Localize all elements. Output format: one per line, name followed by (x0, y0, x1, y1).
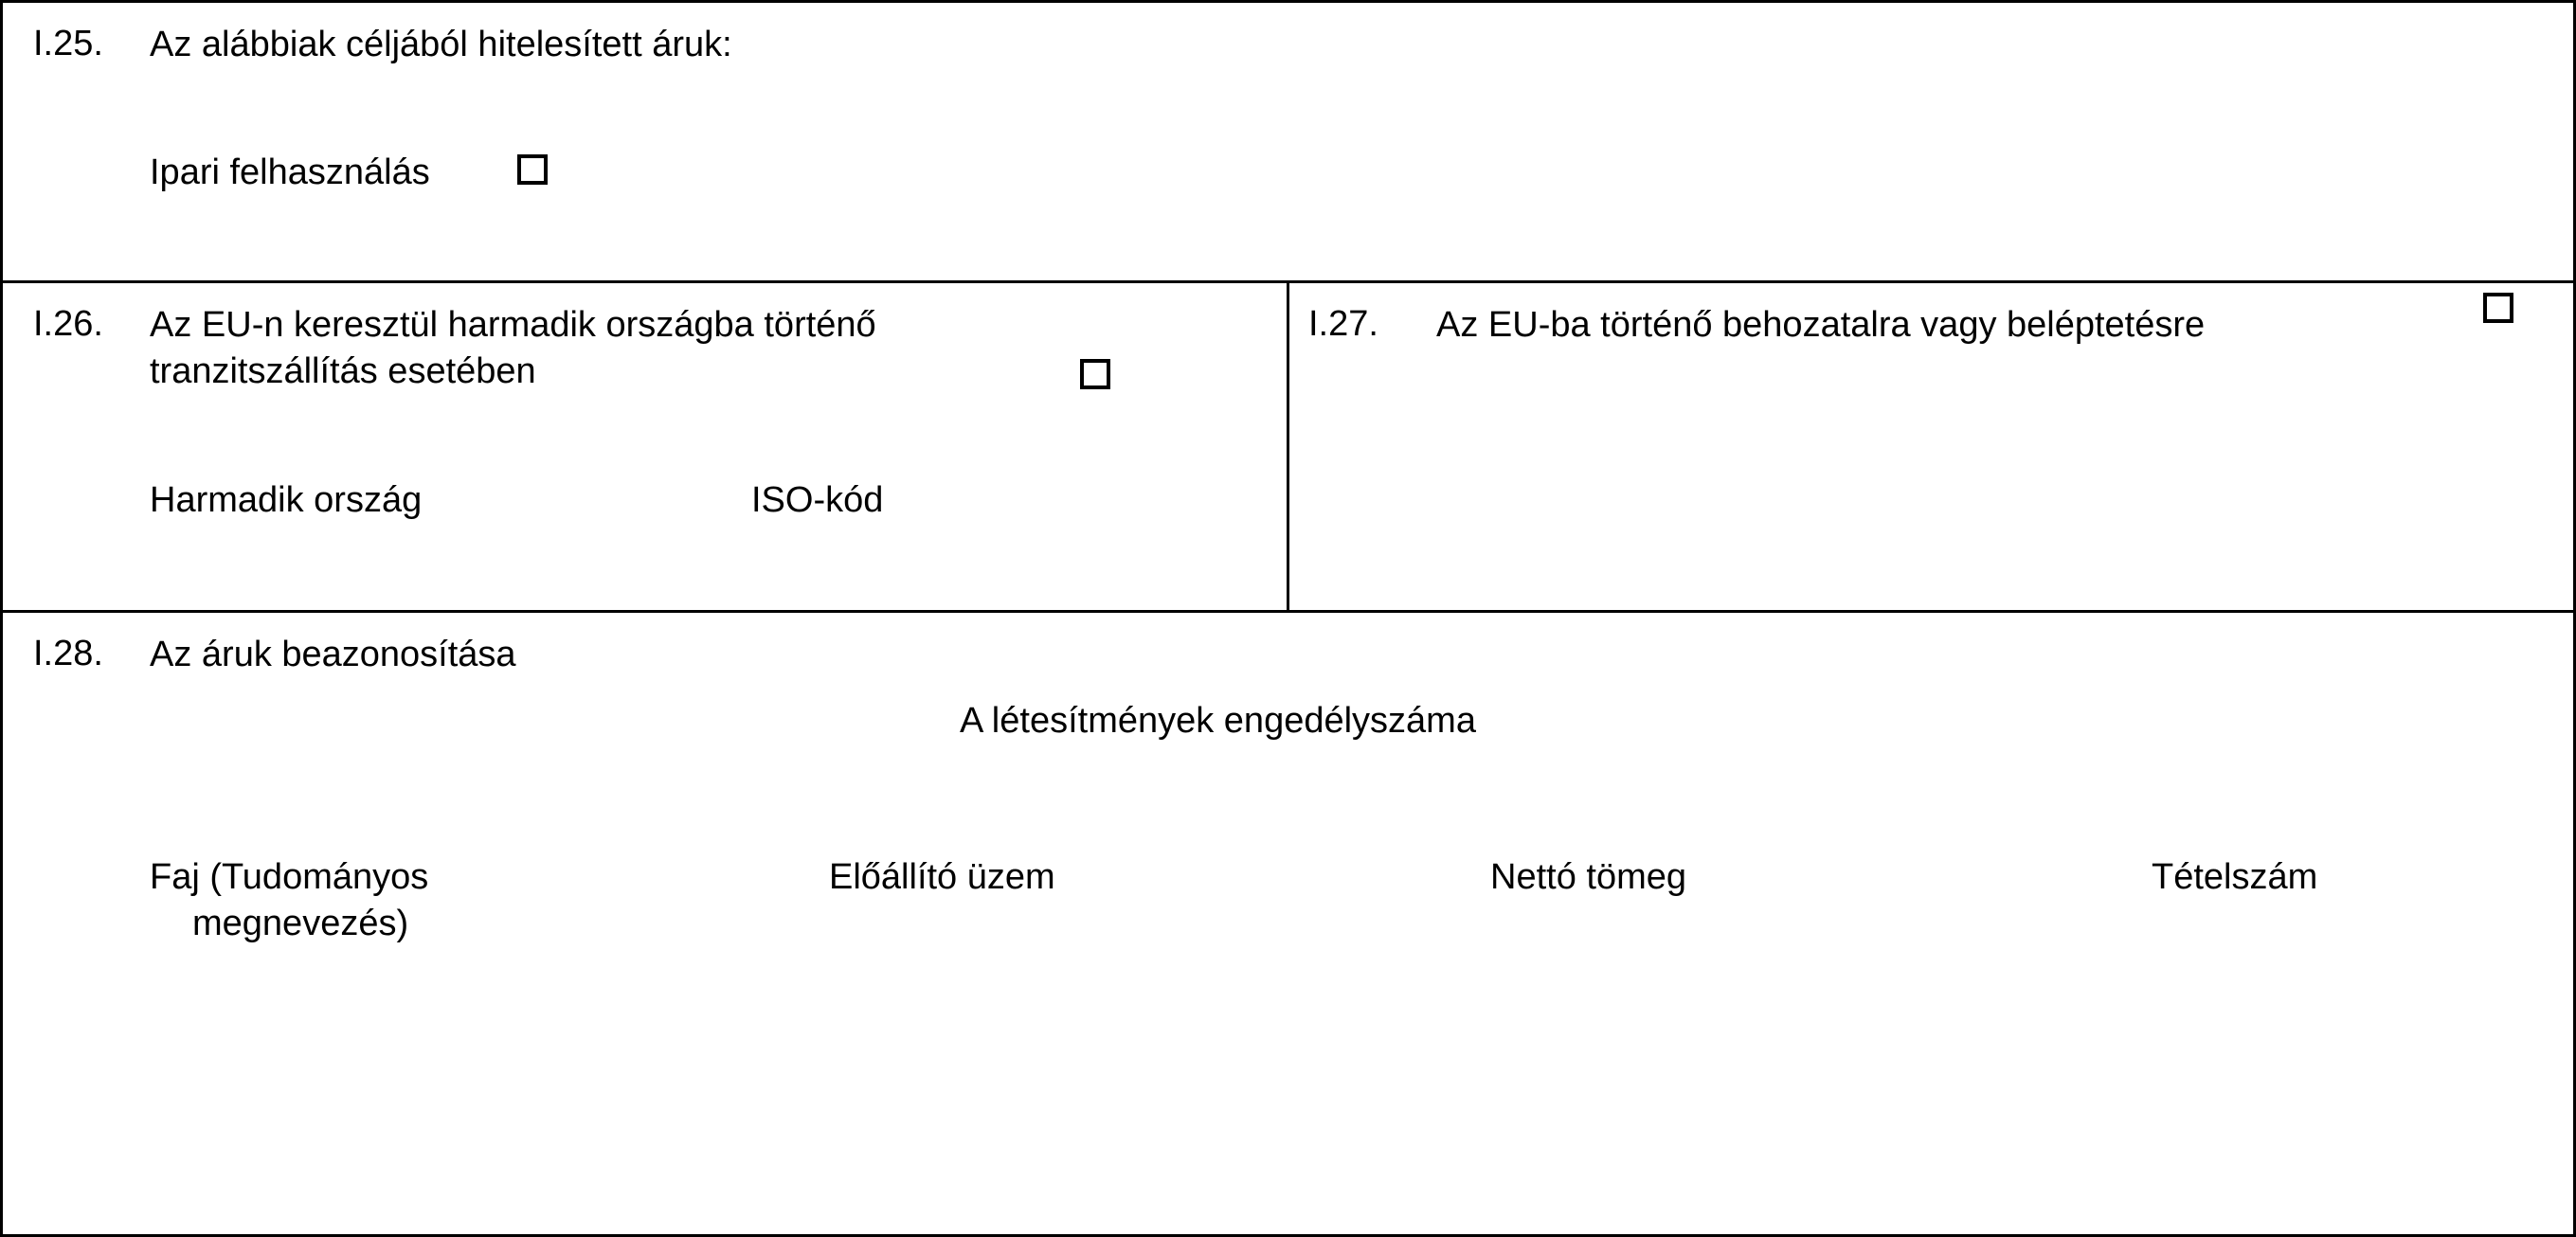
option-label-industrial-use: Ipari felhasználás (150, 152, 430, 192)
label-third-country: Harmadik ország (150, 480, 423, 520)
field-number-i28: I.28. (33, 634, 103, 673)
cell-i28 (2, 612, 2575, 1236)
field-number-i26: I.26. (33, 304, 103, 344)
table-row-i25 (2, 2, 2575, 282)
table-row-i26-i27 (2, 282, 2575, 612)
cell-i25 (2, 2, 2575, 282)
column-header-net-weight: Nettó tömeg (1490, 857, 1686, 897)
checkbox-industrial-use[interactable] (517, 154, 548, 185)
column-header-manufacturing-plant: Előállító üzem (829, 857, 1055, 897)
field-title-i27: Az EU-ba történő behozatalra vagy beléptetésre (1436, 305, 2206, 345)
label-iso-code: ISO-kód (751, 480, 884, 520)
label-approval-number: A létesítmények engedélyszáma (960, 701, 1476, 741)
column-header-batch-number: Tételszám (2152, 857, 2318, 897)
checkbox-import-entry-eu[interactable] (2483, 293, 2513, 323)
field-number-i25: I.25. (33, 24, 103, 63)
cell-i26 (2, 282, 1288, 612)
table-row-i28 (2, 612, 2575, 1236)
field-title-i28: Az áruk beazonosítása (150, 635, 516, 674)
field-number-i27: I.27. (1308, 304, 1378, 344)
checkbox-transit-third-country[interactable] (1080, 359, 1110, 389)
cell-i27 (1288, 282, 2575, 612)
field-title-i26: Az EU-n keresztül harmadik országba történő tranzitszállítás esetében (150, 305, 887, 392)
column-header-species: Faj (Tudományos megnevezés) (150, 857, 429, 944)
field-title-i25: Az alábbiak céljából hitelesített áruk: (150, 25, 732, 64)
